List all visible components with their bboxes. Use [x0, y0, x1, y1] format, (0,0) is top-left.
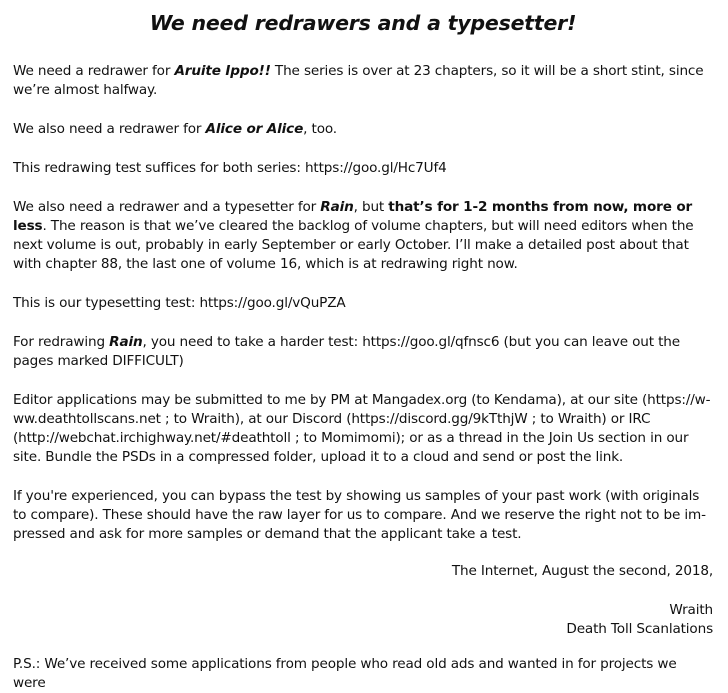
signature — [13, 601, 713, 639]
paragraph-text: The series is over at 23 chapters, so it will be a short stint, since we’re almost halfway. — [13, 63, 704, 98]
signature-group: Death Toll Scanlations — [566, 621, 713, 637]
series-title: Aruite Ippo!! — [174, 63, 271, 79]
paragraph-experienced: If you're experienced, you can bypass the test by showing us samples of your past work (with originals to compare). These should have the raw layer for us to compare. And we reserve the right not to be impressed and ask for more samples or demand that the applicant take a test. — [13, 488, 706, 542]
series-title: Alice or Alice — [205, 121, 304, 137]
paragraph-text: We need a redrawer for — [13, 63, 175, 79]
paragraph-alice-or-alice — [13, 120, 713, 139]
paragraph-text: We also need a redrawer and a typesetter for — [13, 199, 321, 215]
series-title: Rain — [109, 334, 143, 350]
page-title: We need redrawers and a typesetter! — [149, 11, 577, 35]
paragraph-rain-redrawing-test — [13, 333, 713, 371]
paragraph-aruite-ippo — [13, 62, 713, 100]
paragraph-text: For redrawing — [13, 334, 110, 350]
paragraph-applications: Editor applications may be submitted to me by PM at Mangadex.org (to Kendama), at our site (https://www.deathtollscans.net ; to Wraith), at our Discord (https://discord.gg/9kTthjW ; to Wraith) or IRC (http://webchat.irchighway.net/#deathtoll ; to Momimomi); or as a thread in the Join Us section in our site. Bundle the PSDs in a compressed folder, upload it to a cloud and send or post the link. — [13, 392, 711, 465]
paragraph-text: , too. — [303, 121, 337, 137]
paragraph-typesetting-test: This is our typesetting test: https://goo.gl/vQuPZA — [13, 295, 346, 311]
signature-name: Wraith — [669, 602, 713, 618]
paragraph-redrawing-test: This redrawing test suffices for both series: https://goo.gl/Hc7Uf4 — [13, 160, 447, 176]
series-title: Rain — [320, 199, 354, 215]
dateline: The Internet, August the second, 2018, — [451, 563, 713, 579]
paragraph-rain — [13, 198, 713, 274]
paragraph-text: . The reason is that we’ve cleared the backlog of volume chapters, but will need editors when the next volume is out, probably in early September or early October. I’ll make a detailed post about that with chapter 88, the last one of volume 16, which is at redrawing right now. — [13, 218, 694, 272]
paragraph-text: , but — [353, 199, 389, 215]
paragraph-text: , you need to take a harder test: https://goo.gl/qfnsc6 (but you can leave out the pages marked DIFFICULT) — [13, 334, 680, 369]
timeframe-emphasis: that’s for 1-2 months from now, more or less — [13, 199, 693, 234]
postscript: P.S.: We’ve received some applications from people who read old ads and wanted in for projects we were — [13, 656, 677, 691]
paragraph-text: We also need a redrawer for — [13, 121, 206, 137]
